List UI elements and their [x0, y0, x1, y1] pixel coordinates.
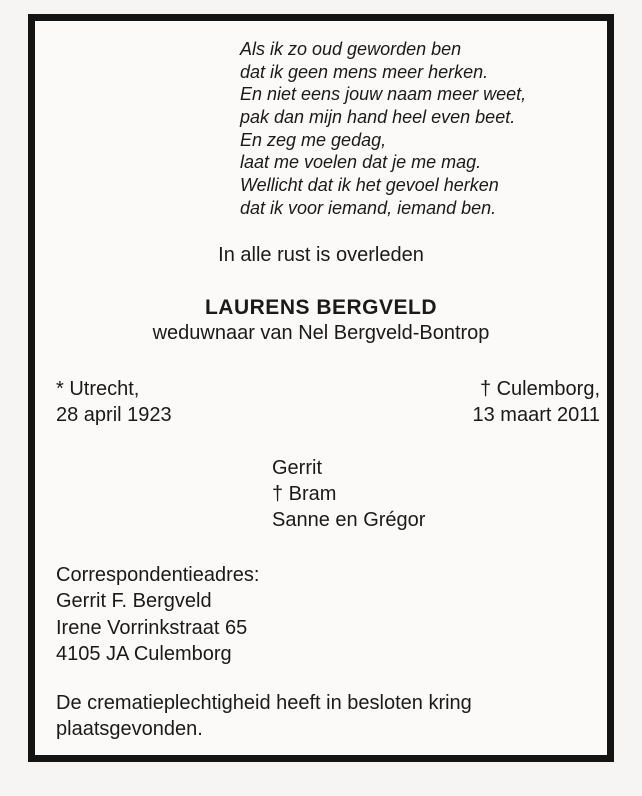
death-date: 13 maart 2011 [472, 404, 600, 426]
family-member: Sanne en Grégor [272, 509, 426, 531]
deceased-name: LAURENS BERGVELD [204, 296, 438, 319]
poem-line: dat ik voor iemand, iemand ben. [240, 197, 497, 218]
birth-place: * Utrecht, [56, 378, 140, 400]
poem-line: Als ik zo oud geworden ben [240, 39, 462, 59]
address-heading: Correspondentieadres: [56, 564, 260, 586]
poem-line: dat ik geen mens meer herken. [240, 61, 489, 82]
deceased-relation: weduwnaar van Nel Bergveld-Bontrop [152, 322, 490, 344]
birth-date: 28 april 1923 [56, 404, 172, 426]
death-info [473, 376, 601, 428]
correspondence-address [56, 562, 259, 667]
poem-line: pak dan mijn hand heel even beet. [240, 107, 516, 128]
poem-line: Wellicht dat ik het gevoel herken [240, 175, 499, 196]
family-member: † Bram [272, 483, 337, 505]
birth-info [56, 376, 172, 428]
address-city: 4105 JA Culemborg [56, 642, 232, 665]
family-list [272, 455, 425, 533]
family-member: Gerrit [272, 457, 322, 479]
poem-line: En niet eens jouw naam meer weet, [240, 84, 527, 105]
closing-text: De crematieplechtigheid heeft in besloten kring plaatsgevonden. [56, 692, 472, 740]
poem [240, 38, 526, 220]
address-name: Gerrit F. Bergveld [56, 590, 212, 613]
poem-line: laat me voelen dat je me mag. [240, 152, 482, 173]
death-place: † Culemborg, [479, 378, 600, 400]
poem-line: En zeg me gedag, [240, 129, 387, 150]
address-street: Irene Vorrinkstraat 65 [56, 616, 248, 639]
announcement-text: In alle rust is overleden [218, 244, 424, 266]
